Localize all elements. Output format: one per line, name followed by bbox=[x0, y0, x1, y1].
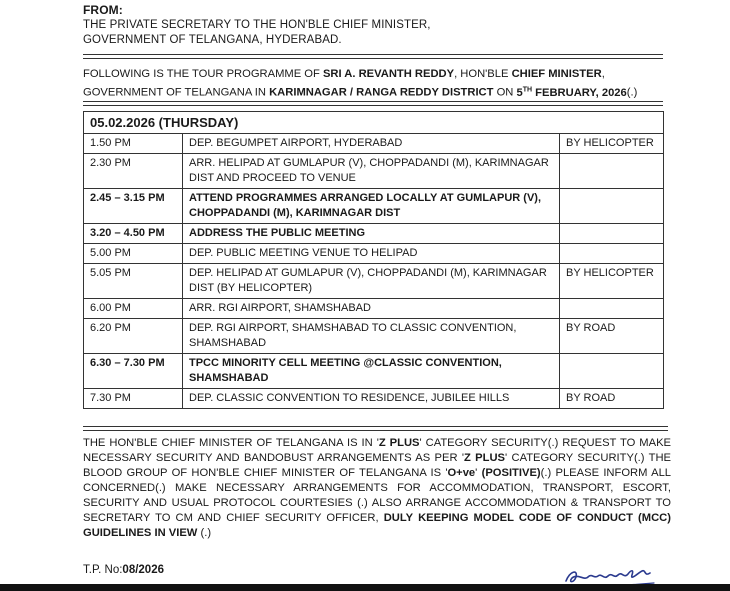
sender-line-2: GOVERNMENT OF TELANGANA, HYDERABAD. bbox=[83, 34, 342, 46]
cm-title: CHIEF MINISTER bbox=[511, 68, 602, 80]
footer-text: THE HON'BLE CHIEF MINISTER OF TELANGANA IS IN ' bbox=[83, 437, 379, 449]
schedule-time: 7.30 PM bbox=[84, 389, 183, 409]
schedule-date-row bbox=[84, 112, 664, 134]
intro-text: (.) bbox=[626, 86, 638, 99]
schedule-event: ATTEND PROGRAMMES ARRANGED LOCALLY AT GUMLAPUR (V), CHOPPADANDI (M), KARIMNAGAR DIST bbox=[183, 189, 560, 224]
schedule-event: DEP. HELIPAD AT GUMLAPUR (V), CHOPPADANDI (M), KARIMNAGAR DIST (BY HELICOPTER) bbox=[183, 264, 560, 299]
schedule-mode: BY HELICOPTER bbox=[560, 264, 664, 299]
separator-middle bbox=[83, 101, 663, 106]
schedule-table bbox=[83, 111, 664, 409]
schedule-row bbox=[84, 389, 664, 409]
sender-line-1: THE PRIVATE SECRETARY TO THE HON'BLE CHIEF MINISTER, bbox=[83, 19, 431, 31]
intro-text: , bbox=[601, 68, 605, 80]
schedule-row bbox=[84, 224, 664, 244]
schedule-mode: BY ROAD bbox=[560, 389, 664, 409]
security-category: Z PLUS bbox=[464, 452, 506, 464]
security-category: Z PLUS bbox=[378, 437, 420, 449]
schedule-row bbox=[84, 244, 664, 264]
tp-label: T.P. No: bbox=[83, 564, 123, 576]
schedule-mode: BY HELICOPTER bbox=[560, 134, 664, 154]
footer-text: ' CATEGORY SECURITY(.) THE BLOOD GROUP OF HON'BLE CHIEF MINISTER OF TELANGANA IS ' bbox=[83, 452, 672, 479]
tp-number bbox=[83, 564, 164, 576]
schedule-time: 2.30 PM bbox=[84, 154, 183, 189]
schedule-mode: BY ROAD bbox=[560, 319, 664, 354]
schedule-event: ARR. RGI AIRPORT, SHAMSHABAD bbox=[183, 299, 560, 319]
tour-date-suffix: TH bbox=[522, 86, 533, 93]
intro-text: GOVERNMENT OF TELANGANA IN bbox=[83, 86, 270, 99]
schedule-mode bbox=[560, 354, 664, 389]
footer-paragraph bbox=[83, 436, 671, 541]
schedule-date: 05.02.2026 (THURSDAY) bbox=[84, 112, 664, 134]
schedule-mode bbox=[560, 224, 664, 244]
intro-paragraph bbox=[83, 67, 663, 101]
schedule-time: 3.20 – 4.50 PM bbox=[84, 224, 183, 244]
tour-date-day: 5 bbox=[516, 86, 523, 99]
intro-text: ON bbox=[493, 86, 517, 99]
footer-text: ' bbox=[475, 467, 482, 479]
schedule-mode bbox=[560, 299, 664, 319]
footer-text: (.) PLEASE INFORM ALL CONCERNED(.) MAKE NECESSARY ARRANGEMENTS FOR ACCOMMODATION, TRANSPORT, ESCORT, SECURITY AND USUAL PROTOCOL COURTESIES (.) ALSO ARRANGE ACCOMMODATION & TRANSPORT TO SECRETARY TO CM AND CHIEF SECURITY OFFICER, bbox=[83, 467, 672, 524]
schedule-mode bbox=[560, 154, 664, 189]
footer-text: ' CATEGORY SECURITY(.) REQUEST TO MAKE NECESSARY SECURITY AND BANDOBUST ARRANGEMENTS AS PER ' bbox=[83, 437, 671, 464]
blood-group-label: (POSITIVE) bbox=[481, 467, 541, 479]
schedule-event: ADDRESS THE PUBLIC MEETING bbox=[183, 224, 560, 244]
schedule-event: DEP. CLASSIC CONVENTION TO RESIDENCE, JUBILEE HILLS bbox=[183, 389, 560, 409]
blood-group: O+ve bbox=[447, 467, 476, 479]
scan-edge bbox=[0, 584, 730, 591]
schedule-mode bbox=[560, 244, 664, 264]
schedule-time: 1.50 PM bbox=[84, 134, 183, 154]
schedule-row bbox=[84, 264, 664, 299]
schedule-time: 5.05 PM bbox=[84, 264, 183, 299]
schedule-time: 6.00 PM bbox=[84, 299, 183, 319]
tour-date-rest: FEBRUARY, 2026 bbox=[532, 86, 627, 99]
separator-top bbox=[83, 54, 663, 59]
from-label: FROM: bbox=[83, 3, 123, 17]
schedule-event: DEP. PUBLIC MEETING VENUE TO HELIPAD bbox=[183, 244, 560, 264]
schedule-event: ARR. HELIPAD AT GUMLAPUR (V), CHOPPADANDI (M), KARIMNAGAR DIST AND PROCEED TO VENUE bbox=[183, 154, 560, 189]
intro-text: , HON'BLE bbox=[454, 68, 512, 80]
mcc-guidelines: DULY KEEPING MODEL CODE OF CONDUCT (MCC) GUIDELINES IN VIEW bbox=[83, 512, 671, 539]
schedule-row bbox=[84, 354, 664, 389]
schedule-time: 5.00 PM bbox=[84, 244, 183, 264]
tour-date bbox=[516, 87, 626, 99]
schedule-row bbox=[84, 154, 664, 189]
schedule-row bbox=[84, 134, 664, 154]
schedule-row bbox=[84, 189, 664, 224]
intro-text: FOLLOWING IS THE TOUR PROGRAMME OF bbox=[83, 68, 323, 80]
district-name: KARIMNAGAR / RANGA REDDY DISTRICT bbox=[269, 86, 494, 99]
schedule-time: 2.45 – 3.15 PM bbox=[84, 189, 183, 224]
schedule-time: 6.20 PM bbox=[84, 319, 183, 354]
cm-name: SRI A. REVANTH REDDY bbox=[322, 68, 455, 80]
schedule-event: DEP. BEGUMPET AIRPORT, HYDERABAD bbox=[183, 134, 560, 154]
footer-text: (.) bbox=[197, 527, 212, 539]
schedule-mode bbox=[560, 189, 664, 224]
schedule-row bbox=[84, 299, 664, 319]
schedule-time: 6.30 – 7.30 PM bbox=[84, 354, 183, 389]
schedule-event: TPCC MINORITY CELL MEETING @CLASSIC CONVENTION, SHAMSHABAD bbox=[183, 354, 560, 389]
schedule-row bbox=[84, 319, 664, 354]
tp-value: 08/2026 bbox=[122, 564, 164, 576]
separator-bottom bbox=[83, 426, 668, 431]
schedule-event: DEP. RGI AIRPORT, SHAMSHABAD TO CLASSIC CONVENTION, SHAMSHABAD bbox=[183, 319, 560, 354]
